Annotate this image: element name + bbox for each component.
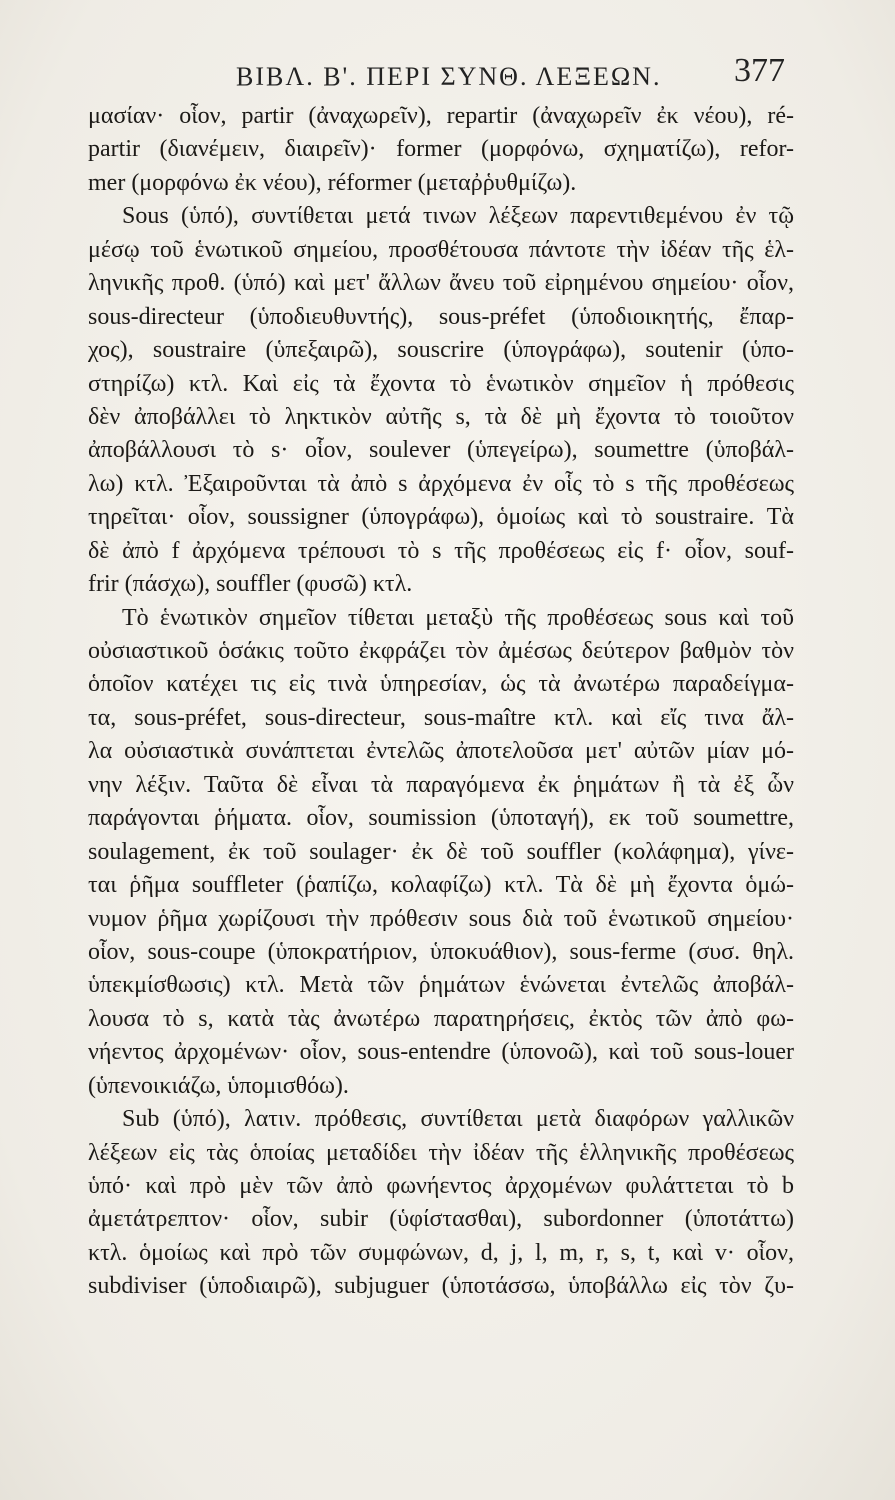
text-line: παράγονται ῥήματα. οἷον, soumission (ὑποταγή), εκ τοῦ soumettre, — [88, 805, 794, 832]
text-line: partir (διανέμειν, διαιρεῖν)· former (μορφόνω, σχηματίζω), refor- — [88, 136, 794, 163]
text-line: Sub (ὑπό), λατιν. πρόθεσις, συντίθεται μετὰ διαφόρων γαλλικῶν — [122, 1106, 794, 1133]
text-line: ἀποβάλλουσι τὸ s· οἷον, soulever (ὑπεγείρω), soumettre (ὑποβάλ- — [88, 437, 794, 464]
text-line: (ὑπενοικιάζω, ὑπομισθόω). — [88, 1072, 349, 1099]
text-line: νυμον ῥῆμα χωρίζουσι τὴν πρόθεσιν sous διὰ τοῦ ἑνωτικοῦ σημείου· — [88, 905, 794, 932]
text-line: sous-directeur (ὑποδιευθυντής), sous-préfet (ὑποδιοικητής, ἔπαρ- — [88, 303, 794, 330]
text-line: soulagement, ἐκ τοῦ soulager· ἐκ δὲ τοῦ souffler (κολάφημα), γίνε- — [88, 838, 794, 865]
text-line: ληνικῆς προθ. (ὑπό) καὶ μετ' ἄλλων ἄνευ τοῦ εἰρημένου σημείου· οἷον, — [88, 270, 794, 297]
text-line: λα οὐσιαστικὰ συνάπτεται ἐντελῶς ἀποτελοῦσα μετ' αὐτῶν μίαν μό- — [88, 738, 794, 765]
text-line: Sous (ὑπό), συντίθεται μετά τινων λέξεων παρεντιθεμένου ἐν τῷ — [122, 203, 794, 230]
text-line: λω) κτλ. Ἐξαιροῦνται τὰ ἀπὸ s ἀρχόμενα ἐν οἷς τὸ s τῆς προθέσεως — [88, 470, 794, 497]
text-line: στηρίζω) κτλ. Καὶ εἰς τὰ ἔχοντα τὸ ἑνωτικὸν σημεῖον ἡ πρόθεσις — [88, 370, 794, 397]
text-line: κτλ. ὁμοίως καὶ πρὸ τῶν συμφώνων, d, j, l, m, r, s, t, καὶ v· οἷον, — [88, 1239, 794, 1266]
text-line: ὁποῖον κατέχει τις εἰς τινὰ ὑπηρεσίαν, ὡς τὰ ἀνωτέρω παραδείγμα- — [88, 671, 794, 698]
text-line: λέξεων εἰς τὰς ὁποίας μεταδίδει τὴν ἰδέαν τῆς ἑλληνικῆς προθέσεως — [88, 1139, 794, 1166]
text-line: Τὸ ἑνωτικὸν σημεῖον τίθεται μεταξὺ τῆς προθέσεως sous καὶ τοῦ — [122, 604, 794, 631]
text-line: τηρεῖται· οἷον, soussigner (ὑπογράφω), ὁμοίως καὶ τὸ soustraire. Τὰ — [88, 504, 794, 531]
text-line: frir (πάσχω), souffler (φυσῶ) κτλ. — [88, 571, 413, 598]
text-line: subdiviser (ὑποδιαιρῶ), subjuguer (ὑποτάσσω, ὑποβάλλω εἰς τὸν ζυ- — [88, 1273, 794, 1300]
text-line: λουσα τὸ s, κατὰ τὰς ἀνωτέρω παρατηρήσεις, ἐκτὸς τῶν ἀπὸ φω- — [88, 1005, 794, 1032]
running-head: ΒΙΒΛ. Β'. ΠΕΡΙ ΣΥΝΘ. ΛΕΞΕΩΝ. — [236, 62, 662, 91]
text-line: νήεντος ἀρχομένων· οἷον, sous-entendre (ὑπονοῶ), καὶ τοῦ sous-louer — [88, 1039, 794, 1066]
text-line: νην λέξιν. Ταῦτα δὲ εἶναι τὰ παραγόμενα ἐκ ῥημάτων ἢ τὰ ἐξ ὧν — [88, 771, 794, 798]
page-number: 377 — [734, 52, 785, 89]
text-line: ὑπό· καὶ πρὸ μὲν τῶν ἀπὸ φωνήεντος ἀρχομένων φυλάττεται τὸ b — [88, 1173, 794, 1199]
body-text — [88, 100, 794, 1304]
text-line: ται ῥῆμα souffleter (ῥαπίζω, κολαφίζω) κτλ. Τὰ δὲ μὴ ἔχοντα ὁμώ- — [88, 872, 794, 899]
page-header — [88, 52, 785, 100]
text-line: ὑπεκμίσθωσις) κτλ. Μετὰ τῶν ῥημάτων ἑνώνεται ἐντελῶς ἀποβάλ- — [88, 972, 794, 999]
text-line: δὲν ἀποβάλλει τὸ ληκτικὸν αὐτῆς s, τὰ δὲ μὴ ἔχοντα τὸ τοιοῦτον — [88, 403, 794, 430]
text-line: τα, sous-préfet, sous-directeur, sous-maître κτλ. καὶ εἴς τινα ἄλ- — [88, 704, 794, 731]
text-line: ἀμετάτρεπτον· οἷον, subir (ὑφίστασθαι), subordonner (ὑποτάττω) — [88, 1206, 794, 1233]
text-line: μέσῳ τοῦ ἑνωτικοῦ σημείου, προσθέτουσα πάντοτε τὴν ἰδέαν τῆς ἑλ- — [88, 236, 794, 263]
text-line: οὐσιαστικοῦ ὁσάκις τοῦτο ἐκφράζει τὸν ἀμέσως δεύτερον βαθμὸν τὸν — [88, 638, 794, 664]
text-line: mer (μορφόνω ἐκ νέου), réformer (μεταῤῥυθμίζω). — [88, 169, 577, 196]
text-line: δὲ ἀπὸ f ἀρχόμενα τρέπουσι τὸ s τῆς προθέσεως εἰς f· οἷον, souf- — [88, 537, 794, 564]
text-line: οἷον, sous-coupe (ὑποκρατήριον, ὑποκυάθιον), sous-ferme (συσ. θηλ. — [88, 938, 794, 965]
text-line: μασίαν· οἷον, partir (ἀναχωρεῖν), repartir (ἀναχωρεῖν ἐκ νέου), ré- — [88, 103, 794, 129]
text-line: χος), soustraire (ὑπεξαιρῶ), souscrire (ὑπογράφω), soutenir (ὑπο- — [88, 337, 794, 364]
